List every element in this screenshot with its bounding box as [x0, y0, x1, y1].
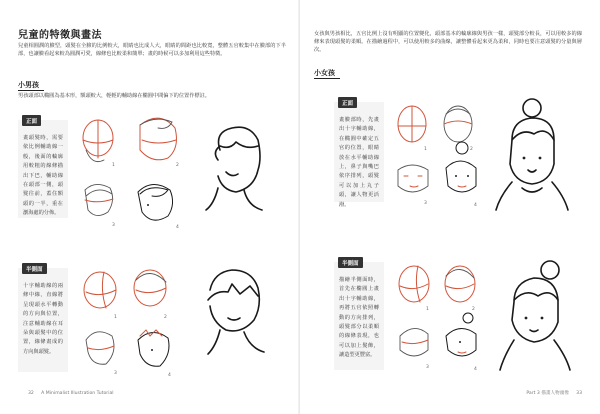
svg-text:4: 4 [168, 373, 171, 378]
girl-side-step-3 [400, 328, 429, 370]
side-tag: 半側面 [22, 263, 47, 274]
front-tag: 正面 [22, 115, 41, 126]
right-page [300, 0, 600, 414]
section-description: 男孩頭部以橢圓為基本形，額頭較大，輕輕的輔助線在橢圓中間偏下的位置作標註。 [18, 93, 210, 99]
svg-text:2: 2 [176, 163, 179, 168]
girl-side-finished [500, 261, 570, 370]
girl-front-tag: 正面 [338, 97, 357, 108]
svg-text:1: 1 [114, 315, 117, 320]
boy-side-step-4 [138, 330, 171, 378]
girl-side-tag: 半側面 [338, 257, 363, 268]
svg-text:1: 1 [426, 307, 429, 312]
girl-side-step-4 [446, 313, 477, 372]
girl-front-note: 畫臉部時，先畫出十字輔助線，在橢圓中確定五官的位置，眼睛放在水平輔助線上，鼻子與嘴巴依序排列，頭髮可以加上丸子頭，讓人物更活潑。 [334, 102, 384, 202]
girl-side-step-2 [445, 266, 475, 312]
footer-left [28, 391, 114, 396]
boy-side-finished [208, 270, 264, 354]
intro-paragraph-right: 女孩與男孩相比，五官比例上沒有明顯的位置變化，頭部基本的輪廓線與男孩一樣，頭髮部分較長，可以用較多的線條來表現頭髮的柔順。在描繪過程中，可以使用較多的曲線，讓整體看起來更為柔和，同時也要注意頭髮的分量與層次。 [314, 31, 582, 54]
front-note: 畫頭髮時，需要依比例輔助線一般，後面的輪廓用較粗的線條描出下巴，輔助線在頭部一側，頭髮往前，蓋住額頭的一半，重在瀏海處的分佈。 [18, 120, 68, 218]
boy-side-step-1 [84, 272, 117, 320]
side-note: 十字輔助線的兩條中線，直線將呈現頭水平轉動的方向與位置，注意輔助線在耳朵與頭髮中的位置，線條畫成的方向與頭髮。 [18, 268, 68, 372]
svg-text:3: 3 [114, 371, 117, 376]
svg-text:2: 2 [472, 307, 475, 312]
svg-text:2: 2 [164, 315, 167, 320]
boy-side-step-3 [86, 332, 117, 376]
intro-paragraph: 兒童相圓潤的臉型，頭髮在全臉的比例較大，眼睛也比成人大，眼睛的間距也比較寬，整體五官較集中在臉部的下半部，也讓臉看起來較為圓潤可愛，線條也比較柔和簡單；畫的時候可以多加利用這些特徵。 [18, 43, 286, 58]
svg-text:1: 1 [112, 163, 115, 168]
svg-text:1: 1 [424, 147, 427, 152]
svg-text:2: 2 [470, 147, 473, 152]
footer-text-right: Part 3 描畫人物頭像 [526, 391, 569, 396]
page-number-left: 32 [28, 391, 34, 396]
page-title: 兒童的特徵與畫法 [18, 30, 102, 41]
svg-text:3: 3 [424, 201, 427, 206]
boy-side-step-2 [134, 270, 167, 320]
girl-side-sketches [300, 0, 600, 414]
footer-right [526, 390, 582, 396]
svg-text:4: 4 [474, 203, 477, 208]
svg-text:3: 3 [112, 223, 115, 228]
section-title-girl: 小女孩 [314, 69, 335, 77]
girl-side-step-1 [399, 266, 429, 312]
section-title-boy: 小男孩 [18, 81, 39, 89]
footer-text-left: A Minimalist Illustration Tutorial [41, 391, 114, 396]
girl-side-note: 描繪半側面時，首先在橢圓上畫出十字輔助線，再將五官依照轉動的方向排列，頭髮部分以柔順的線條表現，也可以加上髮飾，讓造型更豐富。 [334, 262, 384, 370]
svg-text:3: 3 [426, 365, 429, 370]
svg-text:4: 4 [474, 367, 477, 372]
svg-text:4: 4 [176, 225, 179, 230]
page-number-right: 33 [576, 391, 582, 396]
